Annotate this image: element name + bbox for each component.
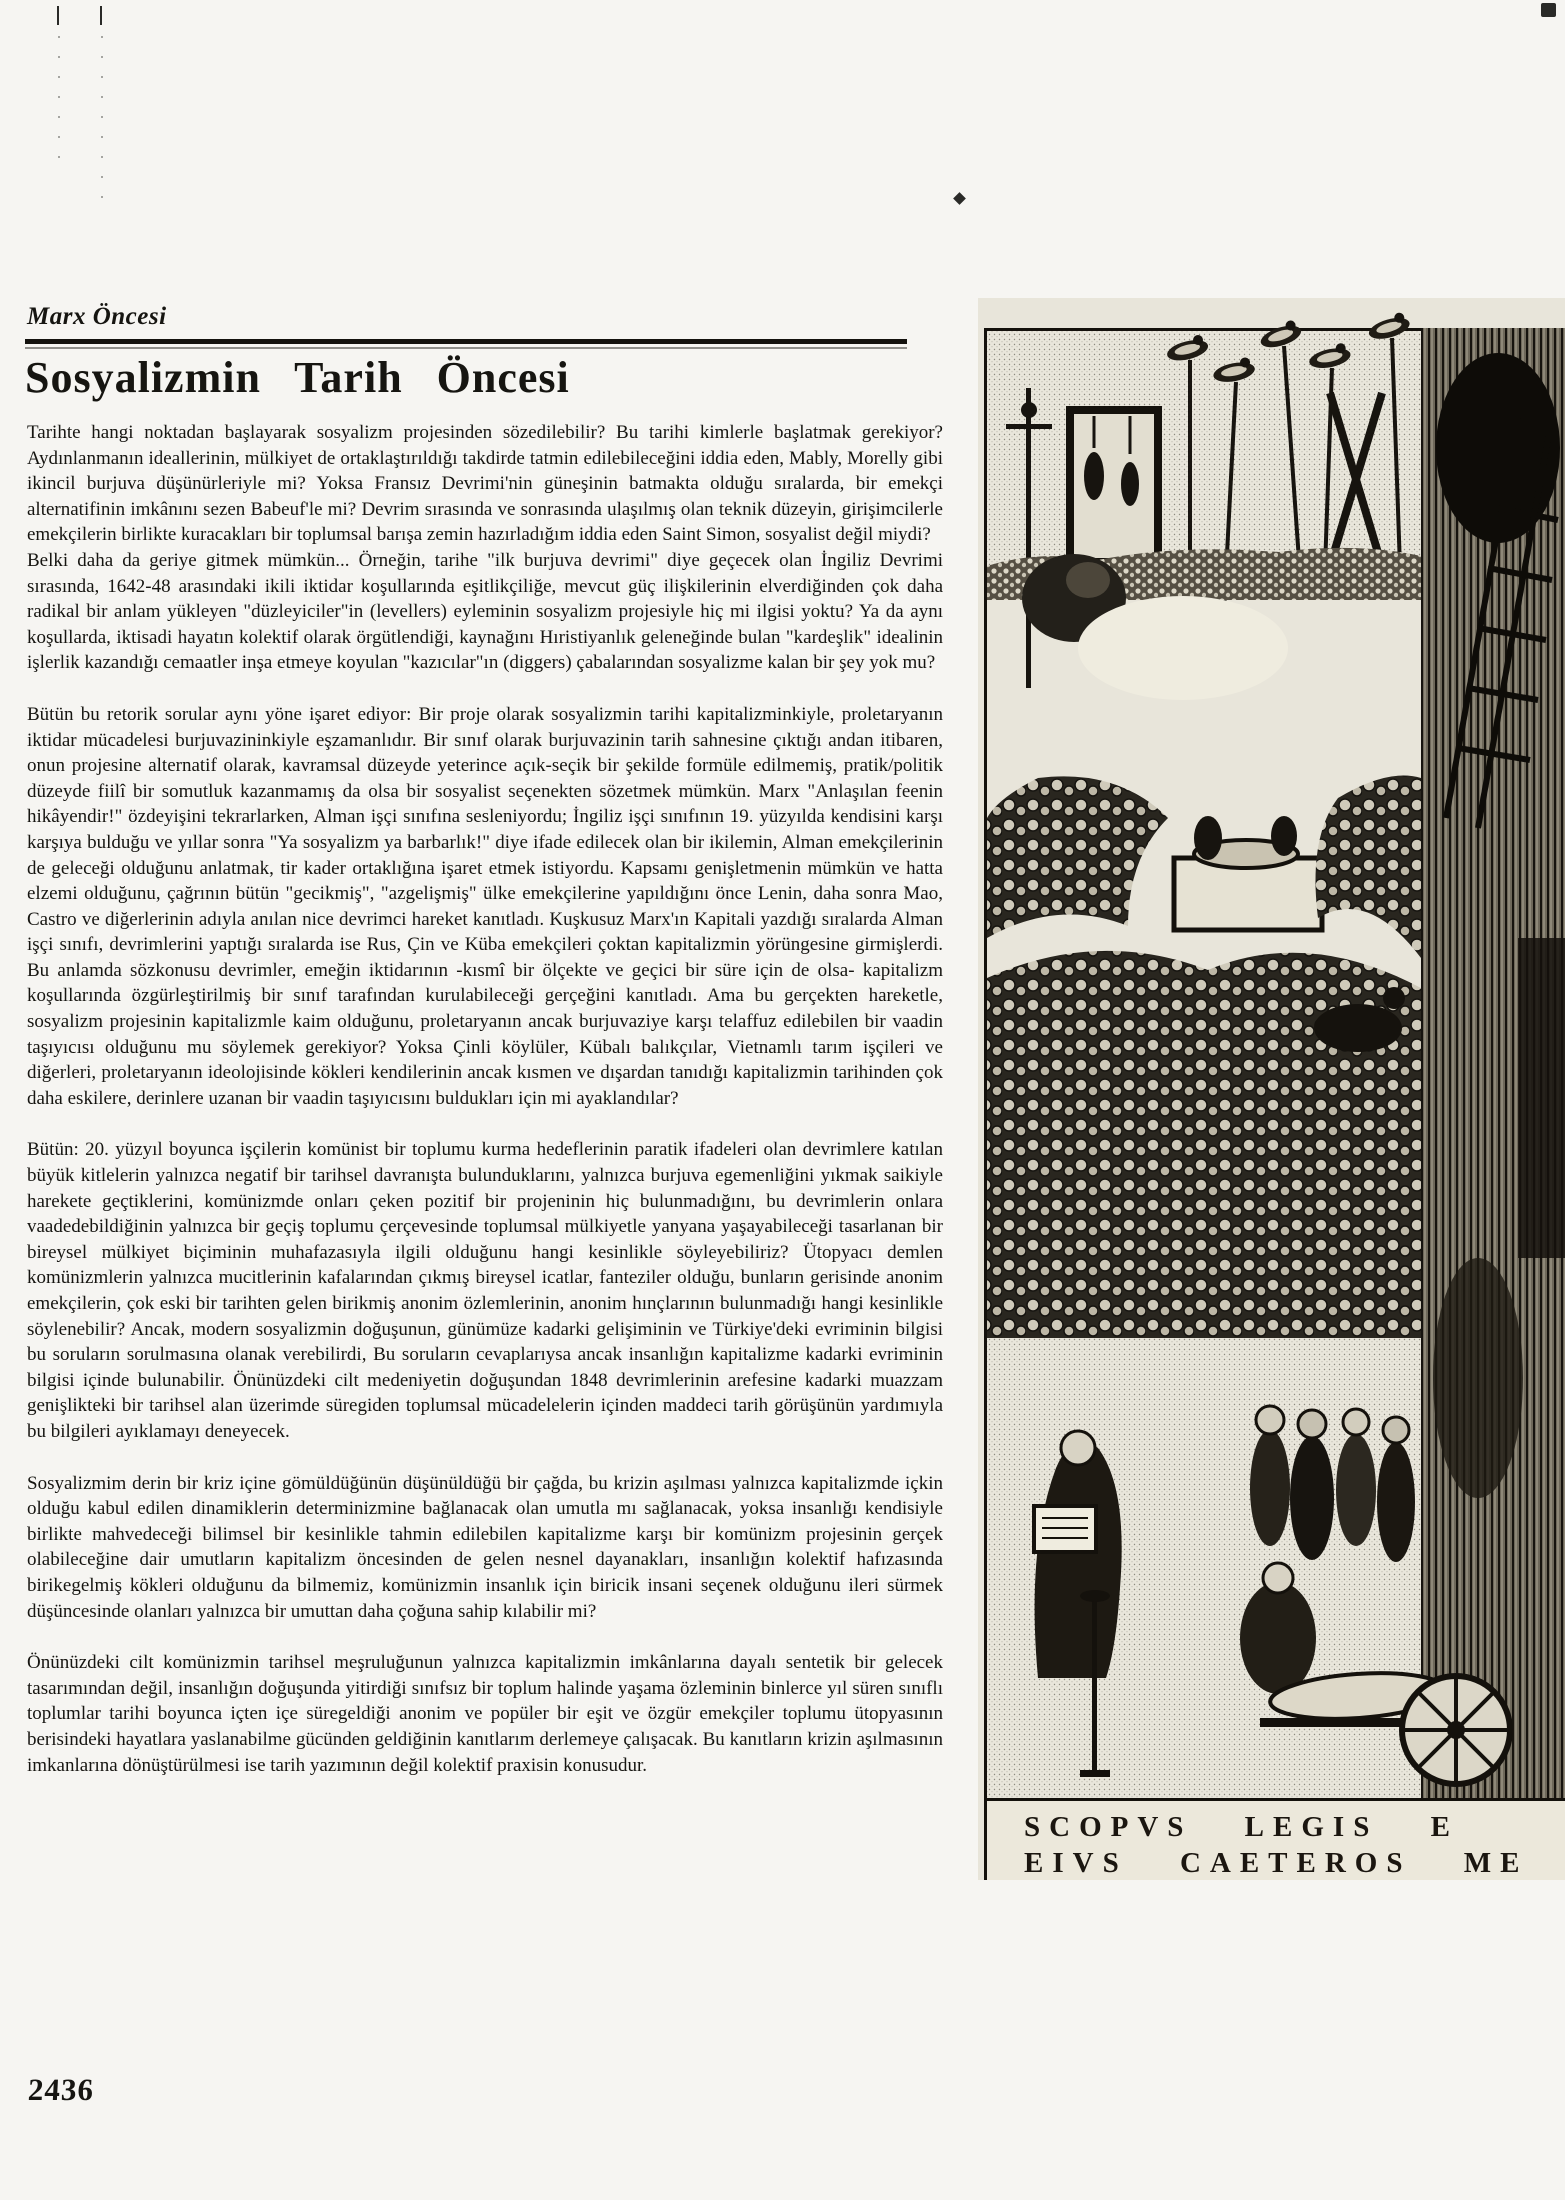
- horse-icon: [1314, 1004, 1402, 1052]
- body-paragraph: Tarihte hangi noktadan başlayarak sosyalizm projesinden sözedilebilir? Bu tarihi kimlerle başlatmak gerekiyor? Aydınlanmanın ideallerinin, mülkiyet de ortaklaştırıldığı takdirde tatmin edilebileceğini iddia eden, Mably, Morelly gibi ikincil burjuva düşünürleriyle mi? Yoksa Fransız Devrimi'nin güneşinin batmakta olduğu sıralarda, bir emekçi alternatifinin imkânını sezen Babeuf'le mi? Devrim sırasında ve sonrasında ulaşılmış olan teknik düzeyin, girişimcilerle emekçilerin birlikte kuracakları bir toplumsal barışa zemin hazırladığım iddia eden Saint Simon, sosyalist değil miydi?: [27, 422, 943, 546]
- plate-border-left: [984, 328, 987, 1880]
- right-plate-strip: [1421, 328, 1565, 1800]
- article-body: [27, 420, 943, 1778]
- body-paragraph: Önünüzdeki cilt komünizmin tarihsel meşruluğunun yalnızca kapitalizmin imkânlarına dayalı sentetik bir gelecek tasarımından değil, insanlığın doğuşunda yitirdiği sınıfsız bir toplum halinde yaşama özleminin binlerce yıl süren sınıflı toplumlar tarihi boyunca içten içe süregeldiği anonim ve popüler bir eşit ve özgür emekçiler toplumu ütopyasının berisindeki hayatlara yaslanabilme gücünden geldiğinin kanıtlarım derlemeye çalışacak. Bu kanıtların krizin aşılmasının imkanlarına dönüştürülmesi ise tarih yazımının değil kolektif praxisin konusudur.: [27, 1652, 943, 1776]
- body-paragraph: Bütün: 20. yüzyıl boyunca işçilerin komünist bir toplumu kurma hedeflerinin paratik ifadeleri olan devrimlere katılan büyük kitlelerin yalnızca negatif bir tarihsel davranışta bulunduklarını, yalnızca burjuva egemenliğini yıkmak saikiyle harekete geçtiklerini, komünizmde onları çeken pozitif bir projeninin hiç bulunmadığını, bu devrimlerin onlara vaadedebildiğinin yalnızca bir geçiş toplumu çerçevesinde toplumsal mülkiyetle yanyana yaşayabileceği tasarlanan bir bireysel mülkiyet biçiminin muhafazasıyla ilgili olduğunu hangi kesinlikle söyleyebiliriz? Ütopyacı demlen komünizmlerin yalnızca mucitlerinin kafalarından çıkmış bireysel icatlar, fanteziler olduğu, bunların gerisinde anonim emekçilerin, çok eski bir tarihten gelen birikmiş anonim özlemlerinin, anonim hınçlarının bulunmadığı hangi kesinlikle söylenebilir? Ancak, modern sosyalizmin doğuşunun, günümüze kadarki gelişiminin ve Türkiye'deki evriminin bilgisi bu soruların sorulmasına olanak verebilirdi, Bu soruların cevaplarıysa ancak insanlığın kapitalizme kadarki evriminin bilgisi içinde bulunabilir. Önünüzdeki cilt medeniyetin doğuşundan 1848 devrimlerinin arefesine kadarki muazzam genişlikteki bir tarihsel alan üzerimde süregiden toplumsal mücadelelerin içinden maddeci tarih görüşünün yardımıyla bu bilgileri ayıklamayı deneyecek.: [27, 1139, 943, 1442]
- clearing: [1078, 596, 1288, 700]
- scan-artifact-dots: [58, 36, 60, 166]
- rider-head: [1383, 987, 1405, 1009]
- stippled-sky: [987, 331, 1421, 571]
- page-number: 2436: [27, 2072, 95, 2107]
- scan-artifact-tick: [100, 6, 102, 25]
- body-paragraph: Bütün bu retorik sorular aynı yöne işaret ediyor: Bir proje olarak sosyalizmin tarihi kapitalizminkiyle, proletaryanın iktidar mücadelesi burjuvazininkiyle eşzamanlıdır. Bir sınıf olarak burjuvazinin tarih sahnesine çıktığı andan itibaren, onun projesine alternatif olarak, kavramsal düzeyde yeterince açık-seçik bir şekilde formüle edilmemiş, pratik/politik düzeyde fiilî bir somutluk kazanmamış da olsa bir sosyalist seçenekten sözetmek mümkün. Marx "Anlaşılan feenin hikâyendir!" özdeyişini tekrarlarken, Alman işçi sınıfına sesleniyordu; İngiliz işçi sınıfının 19. yüzyılda kendisini karşı karşıya bulduğu ve yıllar sonra "Ya sosyalizm ya barbarlık!" diye ifade edilecek olan bir ikilemin, Alman emekçilerinin de geleceği olduğunu anlatmak, tir kader ortaklığına işaret etmek istiyordu. Kapsamı genişletmenin mümkün ve hatta elzemi olduğunu, çağrının bütün "gecikmiş", "azgelişmiş" ülke emekçilerine yapıldığını önce Lenin, daha sonra Mao, Castro ve diğerlerinin adıyla anılan nice devrimci hareket kanıtladı. Kuşkusuz Marx'ın Kapitali yazdığı sıralarda Alman işçi sınıfı, devrimlerini yaptığı sıralarda ise Rus, Çin ve Küba emekçileri çoktan kapitalizmin yörüngesine girmişlerdi. Bu anlamda sözkonusu devrimler, emeğin iktidarının -kısmî bir ölçekte ve geçici bir süre için de olsa- kapitalizm koşullarında özgürleştirilmiş bir sınıf tarafından kurulabileceği gerçeğini kanıtladı. Ama bu gerçekten hareketle, sosyalizm projesinin kapitalizmle kaim olduğunu, proletaryanın ancak burjuvaziye karşı telaffuz edilebilen bir vaadin taşıyıcısı olduğunu mu söylemek gerekiyor? Yoksa Çinli köylüler, Kübalı balıkçılar, Vietnamlı tarım işçileri ve diğerleri, proletaryanın ideolojisinde kökleri kendilerinin ancak kısmen ve dışardan tanıdığı kapitalizmin tarihinden çok daha eskilere, derinlere uzanan bir vaadin taşıyıcısını buldukları için mi ayaklandılar?: [27, 703, 943, 1109]
- section-kicker: Marx Öncesi: [27, 303, 167, 330]
- scan-artifact-tick: [57, 6, 59, 25]
- caption-line-2: EIVS CAETEROS ME: [1024, 1847, 1529, 1879]
- caption-rule: [987, 1798, 1565, 1801]
- large-wheel-icon: [1402, 1676, 1510, 1784]
- body-paragraph: Belki daha da geriye gitmek mümkün... Örneğin, tarihe "ilk burjuva devrimi" diye geçecek olan İngiliz Devrimi sırasında, 1642-48 arasındaki ikili iktidar koşullarında eşitlikçiliğe, mevcut güç ilişkilerinin elverdiğinden çok daha radikal bir anlam yükleyen "düzleyiciler"in (levellers) eyleminin sosyalizm projesiyle hiç mi ilgisi yoktu? Ya da aynı koşullarda, iktisadi hayatın kolektif olarak örgütlendiği, kaynağını Hıristiyanlık geleneğinde bulan "kardeşlik" idealinin işlerlik kazandığı cemaatler inşa etmeye koyulan "kazıcılar"ın (diggers) çabalarından sosyalizme kalan bir şey yok mu?: [27, 549, 943, 674]
- execution-scene: [987, 312, 1421, 1338]
- body-paragraph: Sosyalizmim derin bir kriz içine gömüldüğünün düşünüldüğü bir çağda, bu krizin aşılması yalnızca kapitalizmde içkin olduğu kabul edilen dinamiklerin determinizmine bağlanacak olan umutla mı sağlanacak, yoksa insanlığı kendisiyle birlikte mahvedeceği bilimsel bir kesinlikle tahmin edilebilen kapitalizme karşı bir komünizm projesinin gerçek olabileceğine dair umutların kapitalizm öncesinden de gelen nesnel dayanakları, insanlığın kolektif hafızasında birikegelmiş kökleri olduğunu da bilmemiz, komünizmin insanlık için biricik insani seçenek olduğunu ileri sürmek düşüncesinde olanları yalnızca bir umuttan daha çoğuna sahip kılabilir mi?: [27, 1472, 943, 1622]
- engraving-svg: [978, 298, 1565, 1880]
- scan-artifact-dots: [101, 36, 103, 216]
- header-rule: [25, 339, 907, 344]
- scan-artifact-speck: [953, 192, 966, 205]
- engraving-caption: [987, 1798, 1565, 1880]
- gallows-icon: [1070, 410, 1158, 562]
- header-rule-echo: [25, 347, 907, 349]
- plate-border-top: [984, 328, 1421, 331]
- caption-line-1: SCOPVS LEGIS E: [1024, 1811, 1459, 1843]
- page-title: Sosyalizmin Tarih Öncesi: [25, 353, 570, 402]
- engraving-illustration: [978, 298, 1565, 1880]
- pyre-smoke-inner: [1066, 562, 1110, 598]
- scan-artifact-blot: [1541, 3, 1556, 17]
